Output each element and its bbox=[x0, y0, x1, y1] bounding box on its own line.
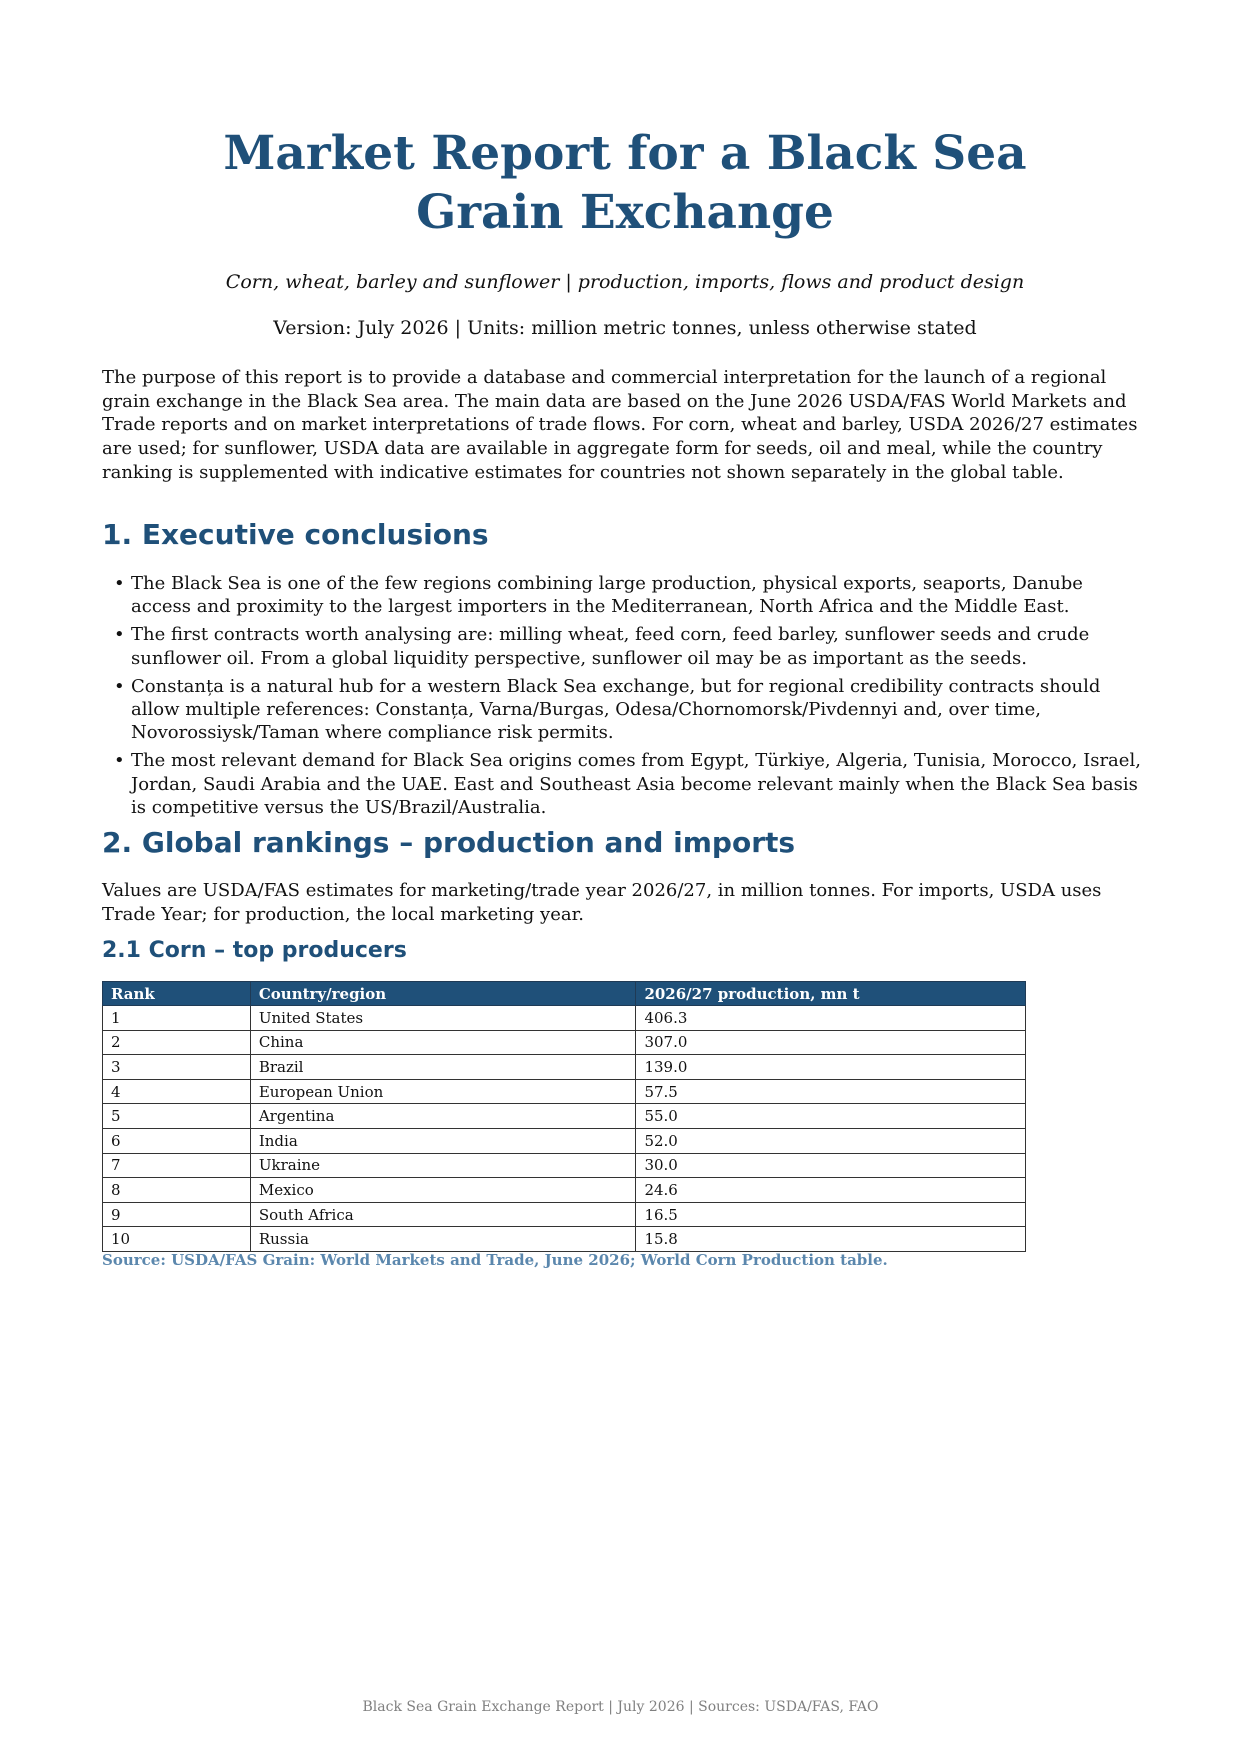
rank-cell: 1 bbox=[103, 1006, 251, 1031]
table-header-row bbox=[103, 982, 1026, 1006]
bullet-icon: • bbox=[114, 624, 125, 646]
table-row bbox=[103, 1202, 1026, 1227]
report-title bbox=[102, 124, 1148, 242]
table-row bbox=[103, 1055, 1026, 1080]
column-header-rank: Rank bbox=[103, 982, 251, 1006]
country-cell: India bbox=[250, 1128, 636, 1153]
rank-cell: 8 bbox=[103, 1178, 251, 1203]
table-source-note: Source: USDA/FAS Grain: World Markets and Trade, June 2026; World Corn Production table. bbox=[102, 1251, 888, 1269]
table-row bbox=[103, 1006, 1026, 1031]
section-1-heading: 1. Executive conclusions bbox=[102, 518, 489, 551]
rank-cell: 5 bbox=[103, 1104, 251, 1129]
country-cell: Mexico bbox=[250, 1178, 636, 1203]
rank-cell: 10 bbox=[103, 1227, 251, 1252]
table-row bbox=[103, 1178, 1026, 1203]
production-cell: 24.6 bbox=[636, 1178, 1026, 1203]
report-subtitle: Corn, wheat, barley and sunflower | production, imports, flows and product design bbox=[225, 271, 1025, 293]
rank-cell: 3 bbox=[103, 1055, 251, 1080]
report-version: Version: July 2026 | Units: million metric tonnes, unless otherwise stated bbox=[273, 317, 977, 339]
list-item bbox=[102, 675, 1148, 745]
production-cell: 57.5 bbox=[636, 1079, 1026, 1104]
production-cell: 406.3 bbox=[636, 1006, 1026, 1031]
country-cell: Russia bbox=[250, 1227, 636, 1252]
country-cell: European Union bbox=[250, 1079, 636, 1104]
list-item bbox=[102, 749, 1148, 819]
bullet-icon: • bbox=[114, 750, 125, 772]
page-footer: Black Sea Grain Exchange Report | July 2026 | Sources: USDA/FAS, FAO bbox=[362, 1699, 879, 1715]
column-header-production: 2026/27 production, mn t bbox=[636, 982, 1026, 1006]
production-cell: 16.5 bbox=[636, 1202, 1026, 1227]
bullet-icon: • bbox=[114, 573, 125, 594]
production-cell: 30.0 bbox=[636, 1153, 1026, 1178]
table-row bbox=[103, 1128, 1026, 1153]
rank-cell: 6 bbox=[103, 1128, 251, 1153]
production-cell: 52.0 bbox=[636, 1128, 1026, 1153]
country-cell: China bbox=[250, 1030, 636, 1055]
list-item bbox=[102, 623, 1148, 669]
rank-cell: 4 bbox=[103, 1079, 251, 1104]
country-cell: United States bbox=[250, 1006, 636, 1031]
rank-cell: 9 bbox=[103, 1202, 251, 1227]
production-cell: 55.0 bbox=[636, 1104, 1026, 1129]
table-row bbox=[103, 1153, 1026, 1178]
report-title-line-2: Grain Exchange bbox=[416, 185, 834, 240]
list-item-text: The Black Sea is one of the few regions combining large production, physical exports, seaports, Danube access and proximity to the largest importers in the Mediterranean, North Africa and the Middle East. bbox=[131, 573, 1083, 618]
production-cell: 139.0 bbox=[636, 1055, 1026, 1080]
list-item-text: Constanța is a natural hub for a western Black Sea exchange, but for regional credibility contracts should allow multiple references: Constanța, Varna/Burgas, Odesa/Chornomorsk/Pivdennyi and, over time, Novorossiysk/Taman where compliance risk permits. bbox=[131, 675, 1101, 744]
list-item-text: The most relevant demand for Black Sea origins comes from Egypt, Türkiye, Algeria, Tunisia, Morocco, Israel, Jordan, Saudi Arabia and the UAE. East and Southeast Asia become relevant mainly when the Black Sea basis is competitive versus the US/Brazil/Australia. bbox=[131, 750, 1141, 818]
country-cell: Argentina bbox=[250, 1104, 636, 1129]
country-cell: Ukraine bbox=[250, 1153, 636, 1178]
section-2-heading: 2. Global rankings – production and imports bbox=[102, 826, 796, 859]
production-cell: 15.8 bbox=[636, 1227, 1026, 1252]
table-row bbox=[103, 1104, 1026, 1129]
bullet-icon: • bbox=[114, 675, 125, 697]
report-title-line-1: Market Report for a Black Sea bbox=[223, 126, 1027, 181]
table-row bbox=[103, 1030, 1026, 1055]
table-row bbox=[103, 1079, 1026, 1104]
production-cell: 307.0 bbox=[636, 1030, 1026, 1055]
rank-cell: 7 bbox=[103, 1153, 251, 1178]
list-item bbox=[102, 572, 1148, 618]
table-row bbox=[103, 1227, 1026, 1252]
column-header-country: Country/region bbox=[250, 982, 636, 1006]
country-cell: South Africa bbox=[250, 1202, 636, 1227]
country-cell: Brazil bbox=[250, 1055, 636, 1080]
section-2-paragraph: Values are USDA/FAS estimates for marketing/trade year 2026/27, in million tonnes. For imports, USDA uses Trade Year; for production, the local marketing year. bbox=[102, 880, 1102, 925]
intro-paragraph: The purpose of this report is to provide a database and commercial interpretation for the launch of a regional grain exchange in the Black Sea area. The main data are based on the June 2026 USDA/FAS World Markets and Trade reports and on market interpretations of trade flows. For corn, wheat and barley, USDA 2026/27 estimates are used; for sunflower, USDA data are available in aggregate form for seeds, oil and meal, while the country ranking is supplemented with indicative estimates for countries not shown separately in the global table. bbox=[102, 367, 1138, 483]
list-item-text: The first contracts worth analysing are: milling wheat, feed corn, feed barley, sunflower seeds and crude sunflower oil. From a global liquidity perspective, sunflower oil may be as important as the seeds. bbox=[131, 624, 1090, 669]
corn-producers-table bbox=[102, 981, 1026, 1252]
rank-cell: 2 bbox=[103, 1030, 251, 1055]
corn-producers-heading: 2.1 Corn – top producers bbox=[102, 938, 407, 963]
executive-conclusions-list bbox=[102, 572, 1148, 824]
